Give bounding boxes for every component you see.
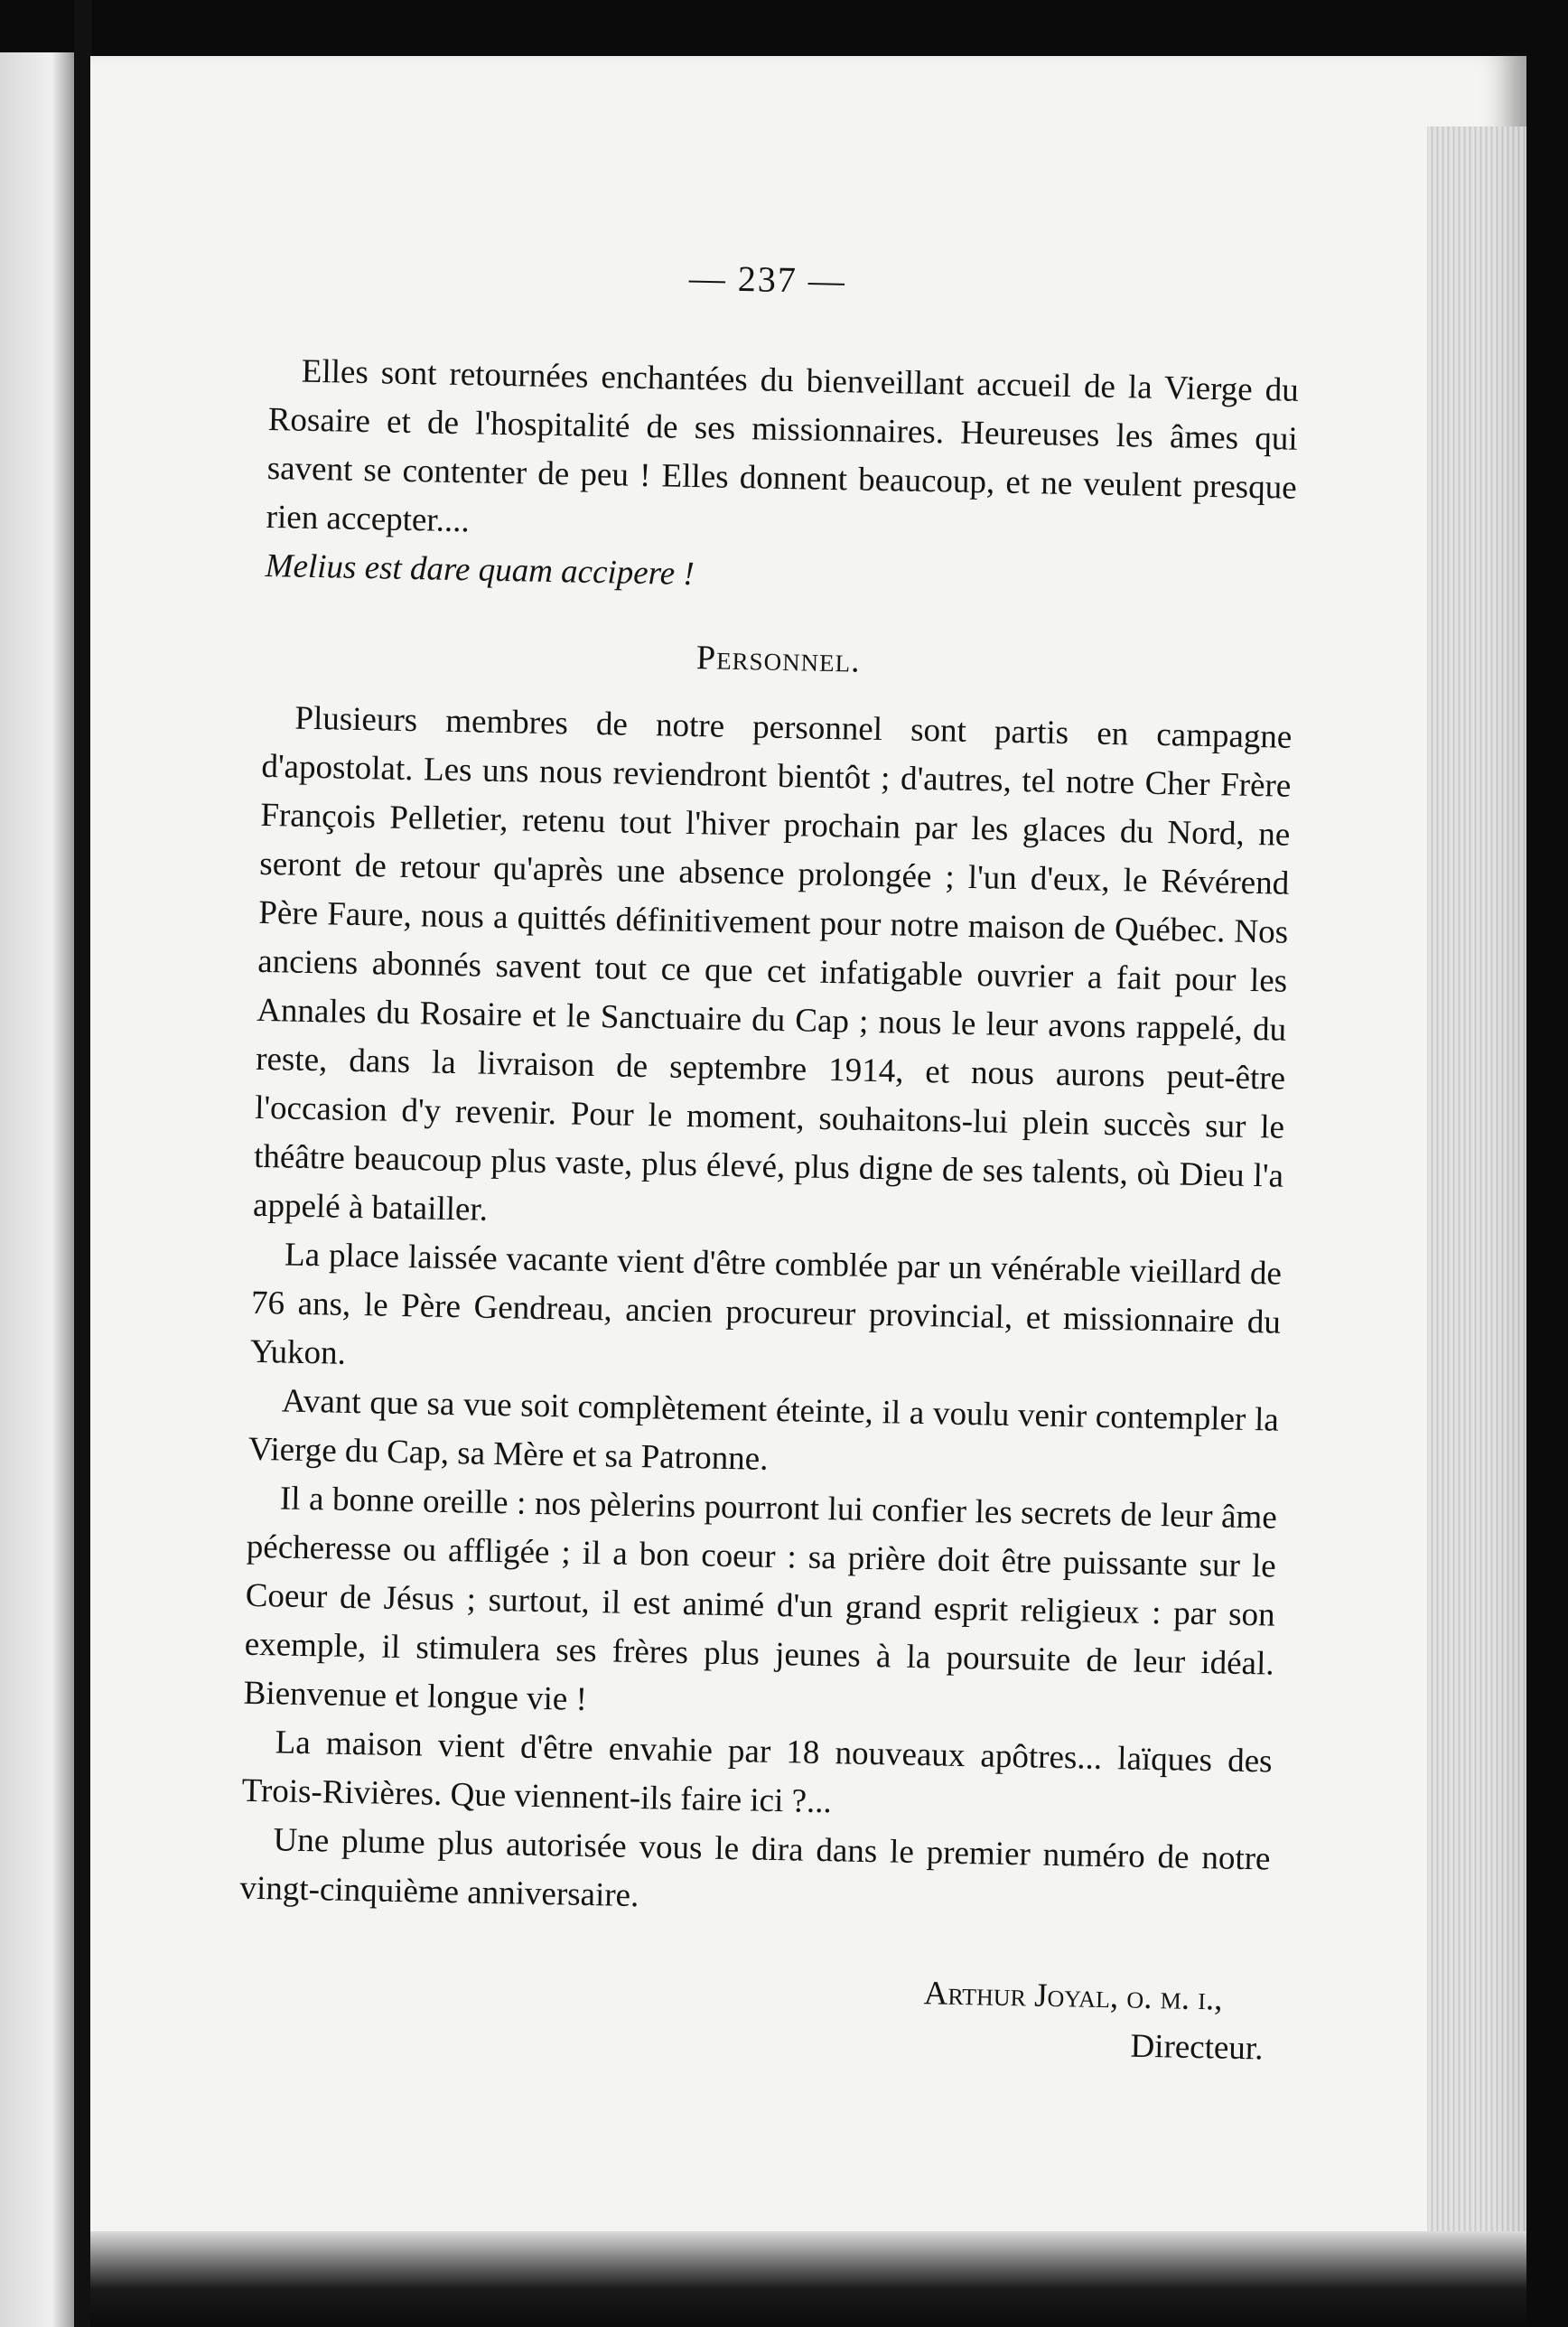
left-page-edge	[0, 52, 74, 2327]
paragraph-welcome: Il a bonne oreille : nos pèlerins pourront lui confier les secrets de leur âme pécheresse ou affligée ; il a bon coeur : sa prière doit être puissante sur le Coeur de Jésus ; surtout, il est animé d'un grand esprit religieux : par son exemple, il stimulera ses frères plus jeunes à la poursuite de leur idéal. Bienvenue et longue vie !	[243, 1480, 1278, 1719]
paragraph-anniversary: Une plume plus autorisée vous le dira dans le premier numéro de notre vingt-cinquième anniversaire.	[239, 1821, 1271, 1915]
latin-quote: Melius est dare quam accipere !	[265, 547, 695, 593]
paragraph-replacement: La place laissée vacante vient d'être comblée par un vénérable vieillard de 76 ans, le Père Gendreau, ancien procureur provincial, et missionnaire du Yukon.	[249, 1236, 1283, 1372]
page-number: — 237 —	[688, 257, 847, 302]
page-stack-edge	[1427, 126, 1526, 2249]
page-text	[237, 257, 1301, 2074]
bottom-shadow	[90, 2231, 1526, 2327]
paragraph-apostles: La maison vient d'être envahie par 18 nouveaux apôtres... laïques des Trois-Rivières. Que viennent-ils faire ici ?...	[241, 1724, 1273, 1821]
section-heading: Personnel.	[695, 639, 862, 680]
book-gutter	[74, 0, 92, 2327]
paragraph-personnel: Plusieurs membres de notre personnel sont partis en campagne d'apostolat. Les uns nous reviendront bientôt ; d'autres, tel notre Cher Frère François Pelletier, retenu tout l'hiver prochain par les glaces du Nord, ne seront de retour qu'après une absence prolongée ; l'un d'eux, le Révérend Père Faure, nous a quittés définitivement pour notre maison de Québec. Nos anciens abonnés savent tout ce que cet infatigable ouvrier a fait pour les Annales du Rosaire et le Sanctuaire du Cap ; nous le leur avons rappelé, du reste, dans la livraison de septembre 1914, et nous aurons peut-être l'occasion d'y revenir. Pour le moment, souhaitons-lui plein succès sur le théâtre beaucoup plus vaste, plus élevé, plus digne de ses talents, où Dieu l'a appelé à batailler.	[252, 699, 1293, 1229]
signature-name: Arthur Joyal, o. m. i.,	[923, 1975, 1223, 2018]
signature-title: Directeur.	[1130, 2027, 1264, 2068]
opening-paragraph: Elles sont retournées enchantées du bienveillant accueil de la Vierge du Rosaire et de l'hospitalité de ses missionnaires. Heureuses les âmes qui savent se contenter de peu ! Elles donnent beaucoup, et ne veulent presque rien accepter....	[266, 352, 1300, 540]
paragraph-vision: Avant que sa vue soit complètement éteinte, il a voulu venir contempler la Vierge du Cap, sa Mère et sa Patronne.	[247, 1382, 1280, 1478]
